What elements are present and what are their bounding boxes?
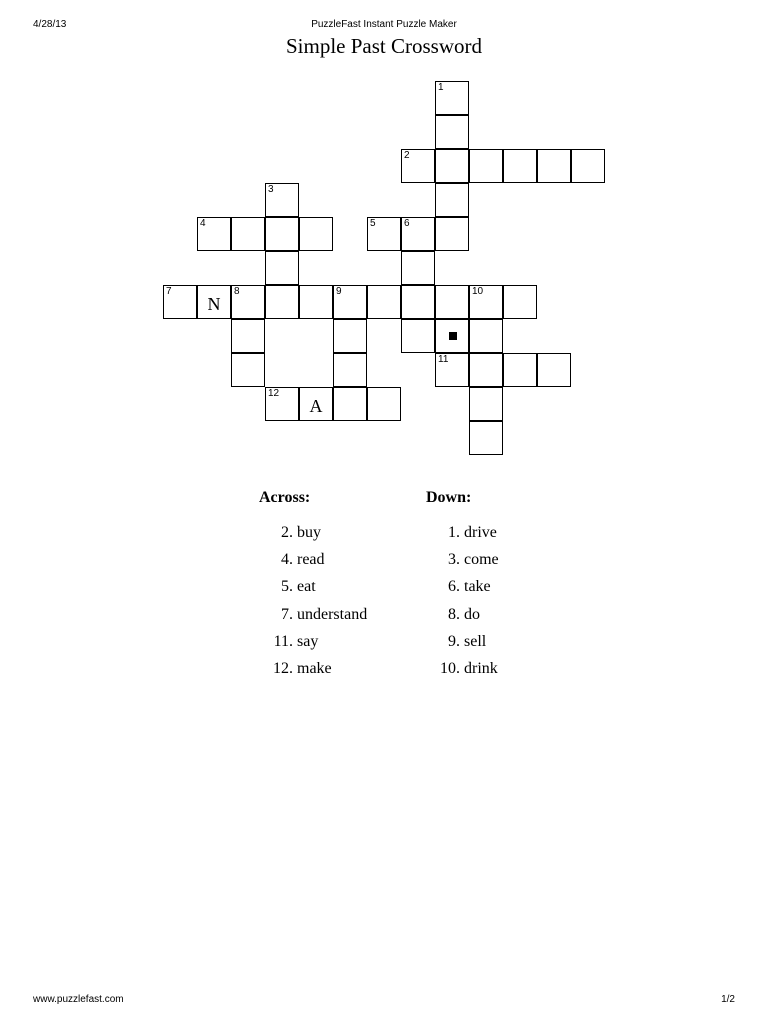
clue-number: 8. [448,605,460,623]
clue-number-label: 10 [472,286,484,297]
grid-cell[interactable] [197,217,231,251]
grid-cell[interactable] [265,285,299,319]
clue-down-1 [426,519,499,546]
grid-cell[interactable] [469,285,503,319]
clue-number-label: 2 [404,150,410,161]
clue-across-2 [259,519,367,546]
grid-cell[interactable] [231,353,265,387]
grid-cell[interactable] [435,81,469,115]
clue-number: 2. [281,524,293,541]
clue-across-12 [259,655,367,682]
clue-down-9 [426,628,499,655]
grid-cell[interactable] [265,387,299,421]
grid-cell[interactable] [401,319,435,353]
grid-cell[interactable] [265,183,299,217]
clue-number: 10. [440,659,460,677]
clue-number: 1. [448,524,460,541]
clue-number: 5. [281,578,293,596]
grid-cell[interactable] [401,149,435,183]
across-clues [259,487,367,682]
clue-number: 11. [273,632,293,650]
clue-text: buy [297,524,321,541]
clue-number: 12. [273,659,293,677]
grid-cell[interactable] [265,217,299,251]
grid-cell[interactable] [469,319,503,353]
footer-page-number: 1/2 [721,994,735,1005]
grid-cell[interactable] [197,285,231,319]
down-heading: Down: [426,489,472,506]
grid-cell[interactable] [299,285,333,319]
grid-cell[interactable] [299,387,333,421]
grid-cell[interactable] [469,421,503,455]
clue-text: take [464,578,491,596]
down-clues [426,487,499,682]
grid-cell[interactable] [163,285,197,319]
clue-number-label: 1 [438,82,444,93]
grid-cell[interactable] [469,149,503,183]
clue-text: come [464,551,499,569]
clue-text: sell [464,632,487,650]
clue-number-label: 3 [268,184,274,195]
clue-number: 9. [448,632,460,650]
filled-letter: A [309,396,323,416]
clue-text: read [297,551,325,569]
grid-cell[interactable] [367,217,401,251]
clue-text: say [297,632,319,650]
clue-number-label: 9 [336,286,342,297]
clue-down-8 [426,601,499,628]
clue-number-label: 8 [234,286,240,297]
clue-number-label: 11 [438,354,449,365]
grid-cell[interactable] [435,115,469,149]
grid-cell[interactable] [367,285,401,319]
grid-cell[interactable] [435,183,469,217]
grid-cell[interactable] [231,217,265,251]
clue-across-7 [259,601,367,628]
grid-cell[interactable] [537,149,571,183]
print-header-app: PuzzleFast Instant Puzzle Maker [311,19,457,30]
square-mark-icon [449,332,457,340]
clue-across-4 [259,546,367,573]
across-heading: Across: [259,489,311,506]
grid-cell[interactable] [401,251,435,285]
grid-cell[interactable] [435,149,469,183]
clue-text: make [297,659,332,677]
clue-number: 7. [281,605,293,623]
footer-site: www.puzzlefast.com [33,994,124,1005]
clue-text: eat [297,578,316,596]
grid-cell[interactable] [571,149,605,183]
grid-cell[interactable] [367,387,401,421]
grid-cell[interactable] [333,353,367,387]
grid-cell[interactable] [231,285,265,319]
grid-cell[interactable] [299,217,333,251]
grid-cell[interactable] [503,353,537,387]
clue-number-label: 12 [268,388,280,399]
clue-number: 6. [448,578,460,596]
grid-cell[interactable] [435,217,469,251]
clue-down-10 [426,655,499,682]
print-date: 4/28/13 [33,19,67,30]
page-title: Simple Past Crossword [285,34,482,58]
grid-cell[interactable] [435,319,469,353]
grid-cell[interactable] [401,285,435,319]
grid-cell[interactable] [435,353,469,387]
grid-cell[interactable] [333,285,367,319]
clue-text: understand [297,605,368,623]
grid-cell[interactable] [469,387,503,421]
clue-down-3 [426,546,499,573]
clue-text: do [464,605,480,623]
grid-cell[interactable] [231,319,265,353]
grid-cell[interactable] [333,387,367,421]
filled-letter: N [207,294,221,314]
crossword-grid [0,0,768,470]
clue-number-label: 5 [370,218,376,229]
grid-cell[interactable] [469,353,503,387]
clue-number-label: 4 [200,218,206,229]
clue-text: drive [464,524,497,541]
clue-across-11 [259,628,367,655]
grid-cell[interactable] [401,217,435,251]
clue-number-label: 6 [404,218,410,229]
clue-down-6 [426,573,499,600]
grid-cell[interactable] [333,319,367,353]
clue-number: 3. [448,551,460,569]
clue-across-5 [259,573,367,600]
grid-cell[interactable] [503,149,537,183]
clue-text: drink [464,659,498,677]
clue-number: 4. [281,551,293,569]
grid-cell[interactable] [503,285,537,319]
grid-cell[interactable] [265,251,299,285]
grid-cell[interactable] [435,285,469,319]
grid-cell[interactable] [537,353,571,387]
clue-number-label: 7 [166,286,172,297]
